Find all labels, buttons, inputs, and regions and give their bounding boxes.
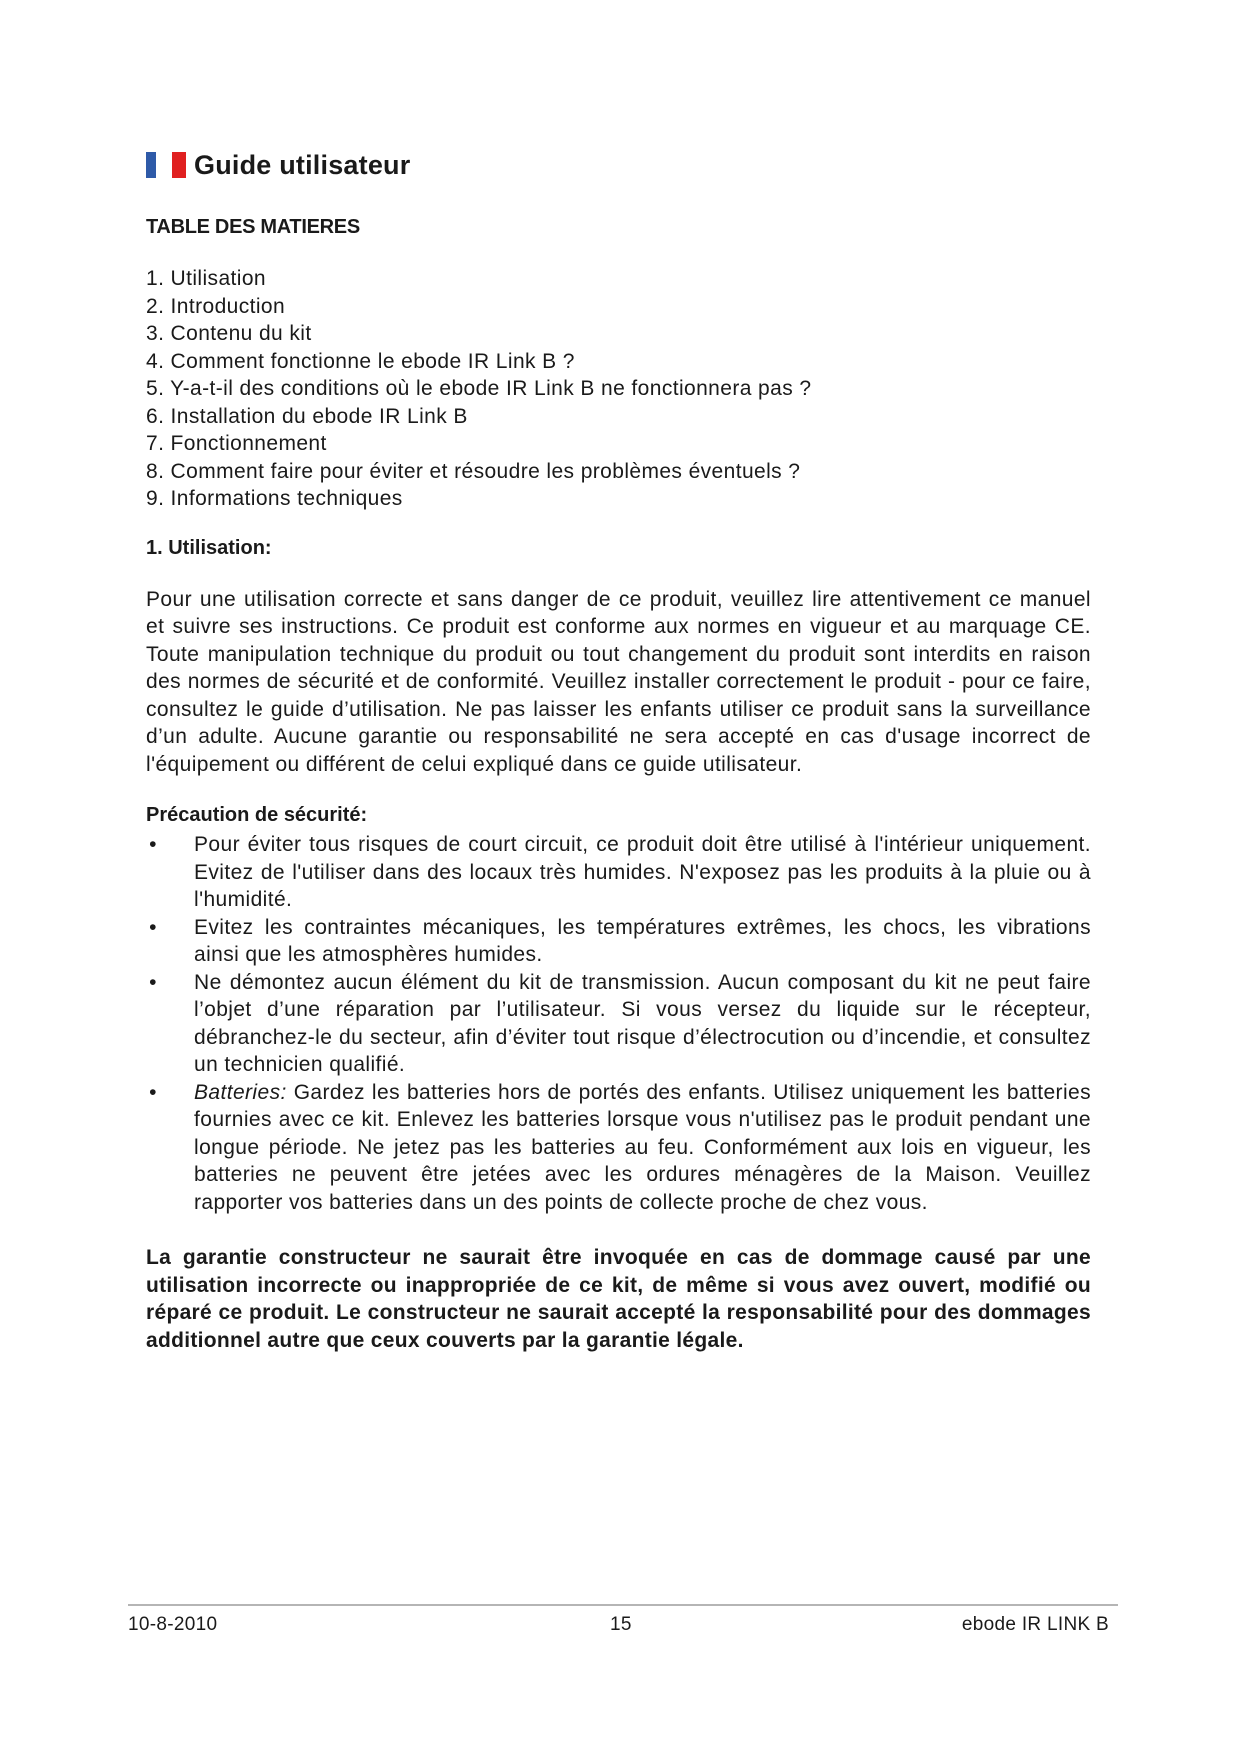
precaution-text: Gardez les batteries hors de portés des enfants. Utilisez uniquement les batteries fournies avec ce kit. Enlevez les batteries lorsque vous n'utilisez pas le produit pendant une longue période. Ne jetez pas les batteries au feu. Conformément aux lois en vigueur, les batteries ne peuvent être jetées avec les ordures ménagères de la Maison. Veuillez rapporter vos batteries dans un des points de collecte proche de chez vous.	[194, 1080, 1091, 1214]
flag-white-stripe	[156, 152, 172, 178]
toc-item: 4. Comment fonctionne le ebode IR Link B ?	[146, 349, 575, 373]
page-title: Guide utilisateur	[194, 149, 411, 180]
list-item	[146, 969, 1091, 1079]
toc-item: 1. Utilisation	[146, 267, 266, 290]
precaution-text: Ne démontez aucun élément du kit de transmission. Aucun composant du kit ne peut faire l’objet d’une réparation par l’utilisateur. Si vous versez du liquide sur le récepteur, débranchez-le du secteur, afin d’éviter tout risque d’électrocution ou d’incendie, et consultez un technicien qualifié.	[194, 970, 1091, 1076]
toc-item: 5. Y-a-t-il des conditions où le ebode IR Link B ne fonctionnera pas ?	[146, 377, 812, 400]
bullet-icon: •	[149, 915, 157, 939]
section-heading-utilisation: 1. Utilisation:	[146, 536, 272, 559]
footer-product: ebode IR LINK B	[961, 1614, 1109, 1635]
toc-item: 8. Comment faire pour éviter et résoudre les problèmes éventuels ?	[146, 459, 801, 483]
toc-item: 6. Installation du ebode IR Link B	[146, 404, 468, 428]
precautions-list	[146, 831, 1091, 1216]
toc-heading: TABLE DES MATIERES	[146, 216, 360, 238]
precautions-heading: Précaution de sécurité:	[146, 804, 368, 826]
precaution-text: Evitez les contraintes mécaniques, les températures extrêmes, les chocs, les vibrations ainsi que les atmosphères humides.	[194, 915, 1091, 966]
warranty-notice: La garantie constructeur ne saurait être invoquée en cas de dommage causé par une utilisation incorrecte ou inappropriée de ce kit, de même si vous avez ouvert, modifié ou réparé ce produit. Le constructeur ne saurait accepté la responsabilité pour des dommages additionnel autre que ceux couverts par la garantie légale.	[146, 1246, 1091, 1352]
precaution-lead: Batteries:	[194, 1080, 287, 1104]
list-item	[146, 1079, 1091, 1217]
footer-page-number: 15	[610, 1614, 632, 1635]
toc-item: 2. Introduction	[146, 294, 286, 318]
flag-red-stripe	[172, 152, 186, 178]
bullet-icon: •	[149, 833, 157, 856]
toc-item: 7. Fonctionnement	[146, 432, 327, 455]
footer-divider	[128, 1604, 1118, 1606]
toc-item: 3. Contenu du kit	[146, 322, 312, 345]
bullet-icon: •	[149, 1080, 157, 1104]
utilisation-paragraph: Pour une utilisation correcte et sans danger de ce produit, veuillez lire attentivement ce manuel et suivre ses instructions. Ce produit est conforme aux normes en vigueur et au marquage CE. Toute manipulation technique du produit ou tout changement du produit sont interdits en raison des normes de sécurité et de conformité. Veuillez installer correctement le produit - pour ce faire, consultez le guide d’utilisation. Ne pas laisser les enfants utiliser ce produit sans la surveillance d’un adulte. Aucune garantie ou responsabilité ne sera accepté en cas d'usage incorrect de l'équipement ou différent de celui expliqué dans ce guide utilisateur.	[146, 587, 1091, 776]
title-row	[146, 140, 1091, 190]
flag-blue-stripe	[146, 152, 156, 178]
toc-item: 9. Informations techniques	[146, 487, 403, 510]
footer-date: 10-8-2010	[128, 1614, 218, 1635]
precaution-text: Pour éviter tous risques de court circuit, ce produit doit être utilisé à l'intérieur uniquement. Evitez de l'utiliser dans des locaux très humides. N'exposez pas les produits à la pluie ou à l'humidité.	[194, 833, 1091, 911]
list-item	[146, 914, 1091, 969]
page-content	[146, 140, 1091, 1375]
bullet-icon: •	[149, 970, 157, 994]
french-flag-icon	[146, 152, 188, 178]
table-of-contents	[146, 265, 1091, 513]
list-item	[146, 831, 1091, 914]
